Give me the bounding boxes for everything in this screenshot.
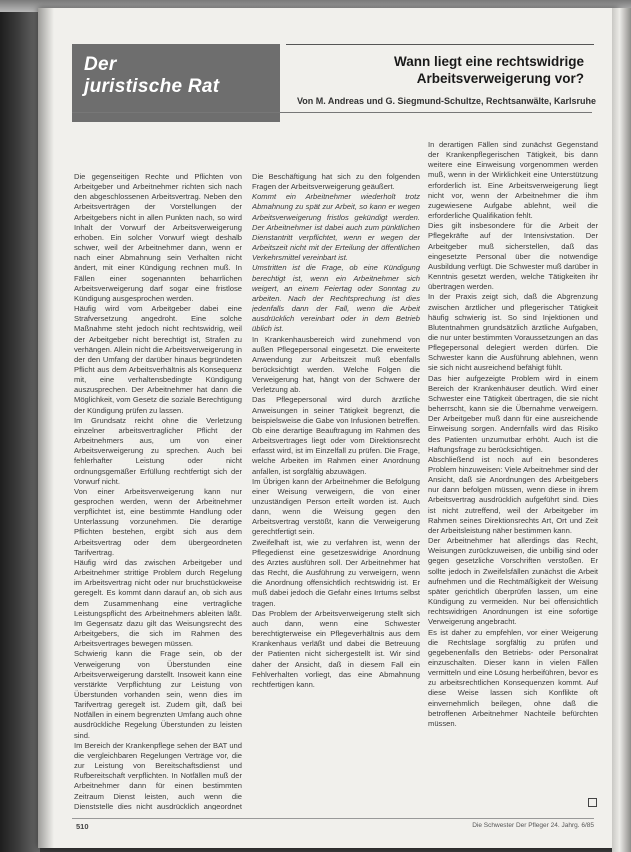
page-number: 510	[76, 822, 89, 831]
paragraph: In der Praxis zeigt sich, daß die Abgrenzung zwischen ärztlicher und pflegerischer Tätigkeit häufig schwierig ist. So sind Injektionen und Blutentnahmen grundsätzlich ärztliche Aufgaben, die nur unter bestimmten Voraussetzungen an das Pflegepersonal delegiert werden dürfen. Die Schwester kann die Ausführung ablehnen, wenn sie sich nicht ausreichend befähigt fühlt.	[428, 292, 598, 373]
paragraph: Im Bereich der Krankenpflege sehen der BAT und die vergleichbaren Regelungen Verträge vor, die zur Leistung von Bereitschaftsdienst und Rufbereitschaft verpflichten. In Notfällen muß der Arbeitnehmer dann für einen bestimmten Zeitraum Dienst leisten, auch wenn die Dienststelle dies nicht ausdrücklich angeordnet	[74, 740, 242, 810]
paragraph: In Krankenhausbereich wird zunehmend von außen Pflegepersonal eingesetzt. Die erweiterte Anwendung zur Arbeitszeit muß ebenfalls berücksichtigt werden. Welche Folgen die Verweigerung hat, hängt von der Schwere der Verletzung ab.	[252, 334, 420, 395]
scan-shadow-left	[0, 0, 40, 852]
page-edge-right	[612, 8, 631, 852]
paragraph: Im Grundsatz reicht ohne die Verletzung einzelner arbeitsvertraglicher Pflicht der Arbeitnehmers aus, um von einer Arbeitsverweigerung zu sprechen. Auch bei fehlerhafter Leistung oder nicht ordnungsgemäßer Erfüllung rechtfertigt sich der Vorwurf nicht.	[74, 415, 242, 486]
paragraph: Zweifelhaft ist, wie zu verfahren ist, wenn der Pflegedienst eine gesetzeswidrige Anordnung des Arztes ausführen soll. Der Arbeitnehmer hat das Recht, die Ausführung zu verweigern, wenn die Anordnung offensichtlich rechtswidrig ist. Er muß dabei jedoch die Gefahr eines Irrtums selbst tragen.	[252, 537, 420, 608]
paragraph-italic: Kommt ein Arbeitnehmer wiederholt trotz Abmahnung zu spät zur Arbeit, so kann er wegen Arbeitsverweigerung fristlos gekündigt werden. Der Arbeitnehmer ist dabei auch zum pünktlichen Dienstantritt verpflichtet, wenn er wegen der Arbeitszeit nicht mit der Erteilung der öffentlichen Verkehrsmittel vereinbart ist.	[252, 192, 420, 263]
paragraph: Der Arbeitnehmer hat allerdings das Recht, Weisungen zurückzuweisen, die unbillig sind oder gegen gesetzliche Vorschriften verstoßen. Er sollte jedoch in Zweifelsfällen zunächst die Arbeit aufnehmen und die Rechtmäßigkeit der Weisung später gerichtlich überprüfen lassen, um eine Kündigung zu vermeiden. Nur bei offensichtlich rechtswidrigen Anordnungen ist eine sofortige Verweigerung angebracht.	[428, 536, 598, 627]
journal-footer: Die Schwester Der Pfleger 24. Jahrg. 6/85	[472, 822, 594, 829]
article-title-line-2: Arbeitsverweigerung vor?	[416, 71, 584, 86]
paragraph: In derartigen Fällen sind zunächst Gegenstand der Krankenpflegerischen Tätigkeit, bis dann weitere eine Einweisung vorgenommen werden muß, wenn in der Wirklichkeit eine Unterstützung erforderlich ist. Eine Arbeitsverweigerung liegt nicht vor, wenn der Arbeitnehmer die ihm zugewiesene Aufgabe ablehnt, weil die erforderliche Qualifikation fehlt.	[428, 140, 598, 221]
paragraph: Von einer Arbeitsverweigerung kann nur gesprochen werden, wenn der Arbeitnehmer verpflichtet ist, eine bestimmte Handlung oder Unterlassung vorzunehmen. Die derartige Pflichten bestehen, ergibt sich aus dem Arbeitsvertrag oder dem übergeordneten Tarifvertrag.	[74, 486, 242, 557]
article-title	[292, 53, 584, 87]
title-rule	[286, 44, 594, 45]
paragraph: Das Problem der Arbeitsverweigerung stellt sich auch dann, wenn eine Schwester berechtigterweise ein Pflegeverhältnis aus dem Krankenhaus verläßt und dabei die Betreuung der Patienten nicht sichergestellt ist. Wir sind daher der Ansicht, daß in diesem Fall ein Fehlverhalten vorliegt, das eine Abmahnung rechtfertigen kann.	[252, 608, 420, 689]
paragraph: Häufig wird das zwischen Arbeitgeber und Arbeitnehmer strittige Problem durch Regelung im Arbeitsvertrag nicht oder nur bruchstückweise geregelt. Es kommt dann darauf an, ob sich aus dem Zusammenhang eine vertragliche Leistungspflicht des Arbeitnehmers ableiten läßt. Im Gegensatz dazu gilt das Weisungsrecht des Arbeitgebers, die sich im Rahmen des Arbeitsvertrages bewegen müssen.	[74, 557, 242, 649]
paragraph: Das Pflegepersonal wird durch ärztliche Anweisungen in seiner Tätigkeit begrenzt, die beispielsweise die Gabe von Infusionen betreffen. Ob eine derartige Beauftragung im Rahmen des Arbeitsvertrages liegt oder vom Direktionsrecht erfasst wird, ist im Einzelfall zu prüfen. Die Frage, welche Arbeiten im Rahmen einer Anordnung anfallen, ist sorgfältig abzuwägen.	[252, 395, 420, 476]
article-title-line-1: Wann liegt eine rechtswidrige	[393, 54, 584, 69]
paragraph: Häufig wird vom Arbeitgeber dabei eine Strafversetzung angedroht. Eine solche Maßnahme steht jedoch nicht rechtswidrig, weil der Arbeitgeber nicht berechtigt ist, Strafen zu verhängen. Allein nicht die Arbeitsverweigerung in der den Umfang der darüber hinaus begründeten Pflicht aus dem Arbeitsverhältnis als Konsequenz mit, eine verhaltensbedingte Kündigung auszusprechen. Der Arbeitnehmer hat dann die Möglichkeit, vom Gesetz die soziale Berechtigung der Kündigung prüfen zu lassen.	[74, 304, 242, 415]
paragraph: Dies gilt insbesondere für die Arbeit der Pflegekräfte auf der Intensivstation. Der Arbeitgeber muß sicherstellen, daß das eingesetzte Personal über die notwendige Ausbildung verfügt. Die Schwester muß darüber in Kenntnis gesetzt werden, welche Tätigkeiten ihr übertragen werden.	[428, 221, 598, 292]
paragraph: Es ist daher zu empfehlen, vor einer Weigerung die Rechtslage sorgfältig zu prüfen und gegebenenfalls den Betriebs- oder Personalrat einzuschalten. Dieser kann in vielen Fällen vermitteln und eine Lösung herbeiführen, bevor es zu arbeitsrechtlichen Konsequenzen kommt. Auf diese Weise lassen sich Konflikte oft einvernehmlich beilegen, ohne daß die betroffenen Arbeitnehmer Nachteile befürchten müssen.	[428, 627, 598, 728]
paragraph: Die Beschäftigung hat sich zu den folgenden Fragen der Arbeitsverweigerung geäußert.	[252, 172, 420, 192]
text-column-1	[74, 172, 242, 810]
footer-rule	[72, 818, 594, 819]
byline-rule	[72, 112, 592, 113]
paragraph: Abschließend ist noch auf ein besonderes Problem hinzuweisen: Viele Arbeitnehmer sind der Ansicht, daß sie Anordnungen des Arbeitgebers nur dann befolgen müssen, wenn diese in ihrem Arbeitsvertrag ausdrücklich aufgeführt sind. Dies ist nicht zutreffend, weil der Arbeitgeber im Rahmen seines Direktionsrechts Art, Ort und Zeit der Arbeitsleistung näher bestimmen kann.	[428, 454, 598, 535]
paragraph-italic: Umstritten ist die Frage, ob eine Kündigung berechtigt ist, wenn ein Arbeitnehmer sich weigert, an einem Feiertag oder Sonntag zu arbeiten. Nach der Rechtsprechung ist dies jedenfalls dann der Fall, wenn die Arbeit ausdrücklich vereinbart oder in dem Betrieb üblich ist.	[252, 263, 420, 334]
rubric-box	[72, 44, 280, 122]
paragraph: Das hier aufgezeigte Problem wird in einem Bereich der Krankenhäuser deutlich. Wird einer Schwester eine Tätigkeit übertragen, die sie nicht beherrscht, kann sie die Übernahme verweigern. Der Arbeitgeber muß dann für eine ausreichende Einweisung sorgen. Andernfalls wird das Risiko des Patienten unzumutbar erhöht. Auch ist die Haftungsfrage zu berücksichtigen.	[428, 373, 598, 454]
rubric-line-2: juristische Rat	[84, 76, 220, 97]
paragraph: Schwierig kann die Frage sein, ob der Verweigerung von Überstunden eine Arbeitsverweigerung darstellt. Insoweit kann eine verstärkte Verpflichtung zur Leistung von Überstunden vorhanden sein, wenn dies im Tarifvertrag geregelt ist. Zudem gilt, daß bei Notfällen in einem begrenzten Umfang auch ohne ausdrückliche Regelung Überstunden zu leisten sind.	[74, 649, 242, 740]
article-end-mark	[588, 798, 597, 807]
paragraph: Die gegenseitigen Rechte und Pflichten von Arbeitgeber und Arbeitnehmer richten sich nach den abgeschlossenen Arbeitsvertrag. Neben den Arbeitsverträgen der Vorstellungen der Arbeitgebers nicht in allen Punkten nach, so wird Inhalt der Vorwurf der Arbeitsverweigerung erhoben. Ein solcher Vorwurf wiegt deshalb schwer, weil der Arbeitnehmer dann, wenn er nach einer Abmahnung sein Verhalten nicht ändert, mit einer Kündigung rechnen muß. In Fällen einer sogenannten beharrlichen Arbeitsverweigerung darf sogar eine fristlose Kündigung ausgesprochen werden.	[74, 172, 242, 303]
rubric-line-1: Der	[84, 54, 117, 75]
text-column-2	[252, 172, 420, 810]
text-column-3	[428, 140, 598, 808]
article-byline: Von M. Andreas und G. Siegmund-Schultze, Rechtsanwälte, Karlsruhe	[296, 96, 596, 106]
page-gutter-shadow	[38, 8, 54, 848]
paragraph: Im Übrigen kann der Arbeitnehmer die Befolgung einer Weisung verweigern, die von einer unzuständigen Person erteilt worden ist. Auch dann, wenn die Weisung gegen den Arbeitsvertrag verstößt, kann die Verweigerung gerechtfertigt sein.	[252, 476, 420, 537]
